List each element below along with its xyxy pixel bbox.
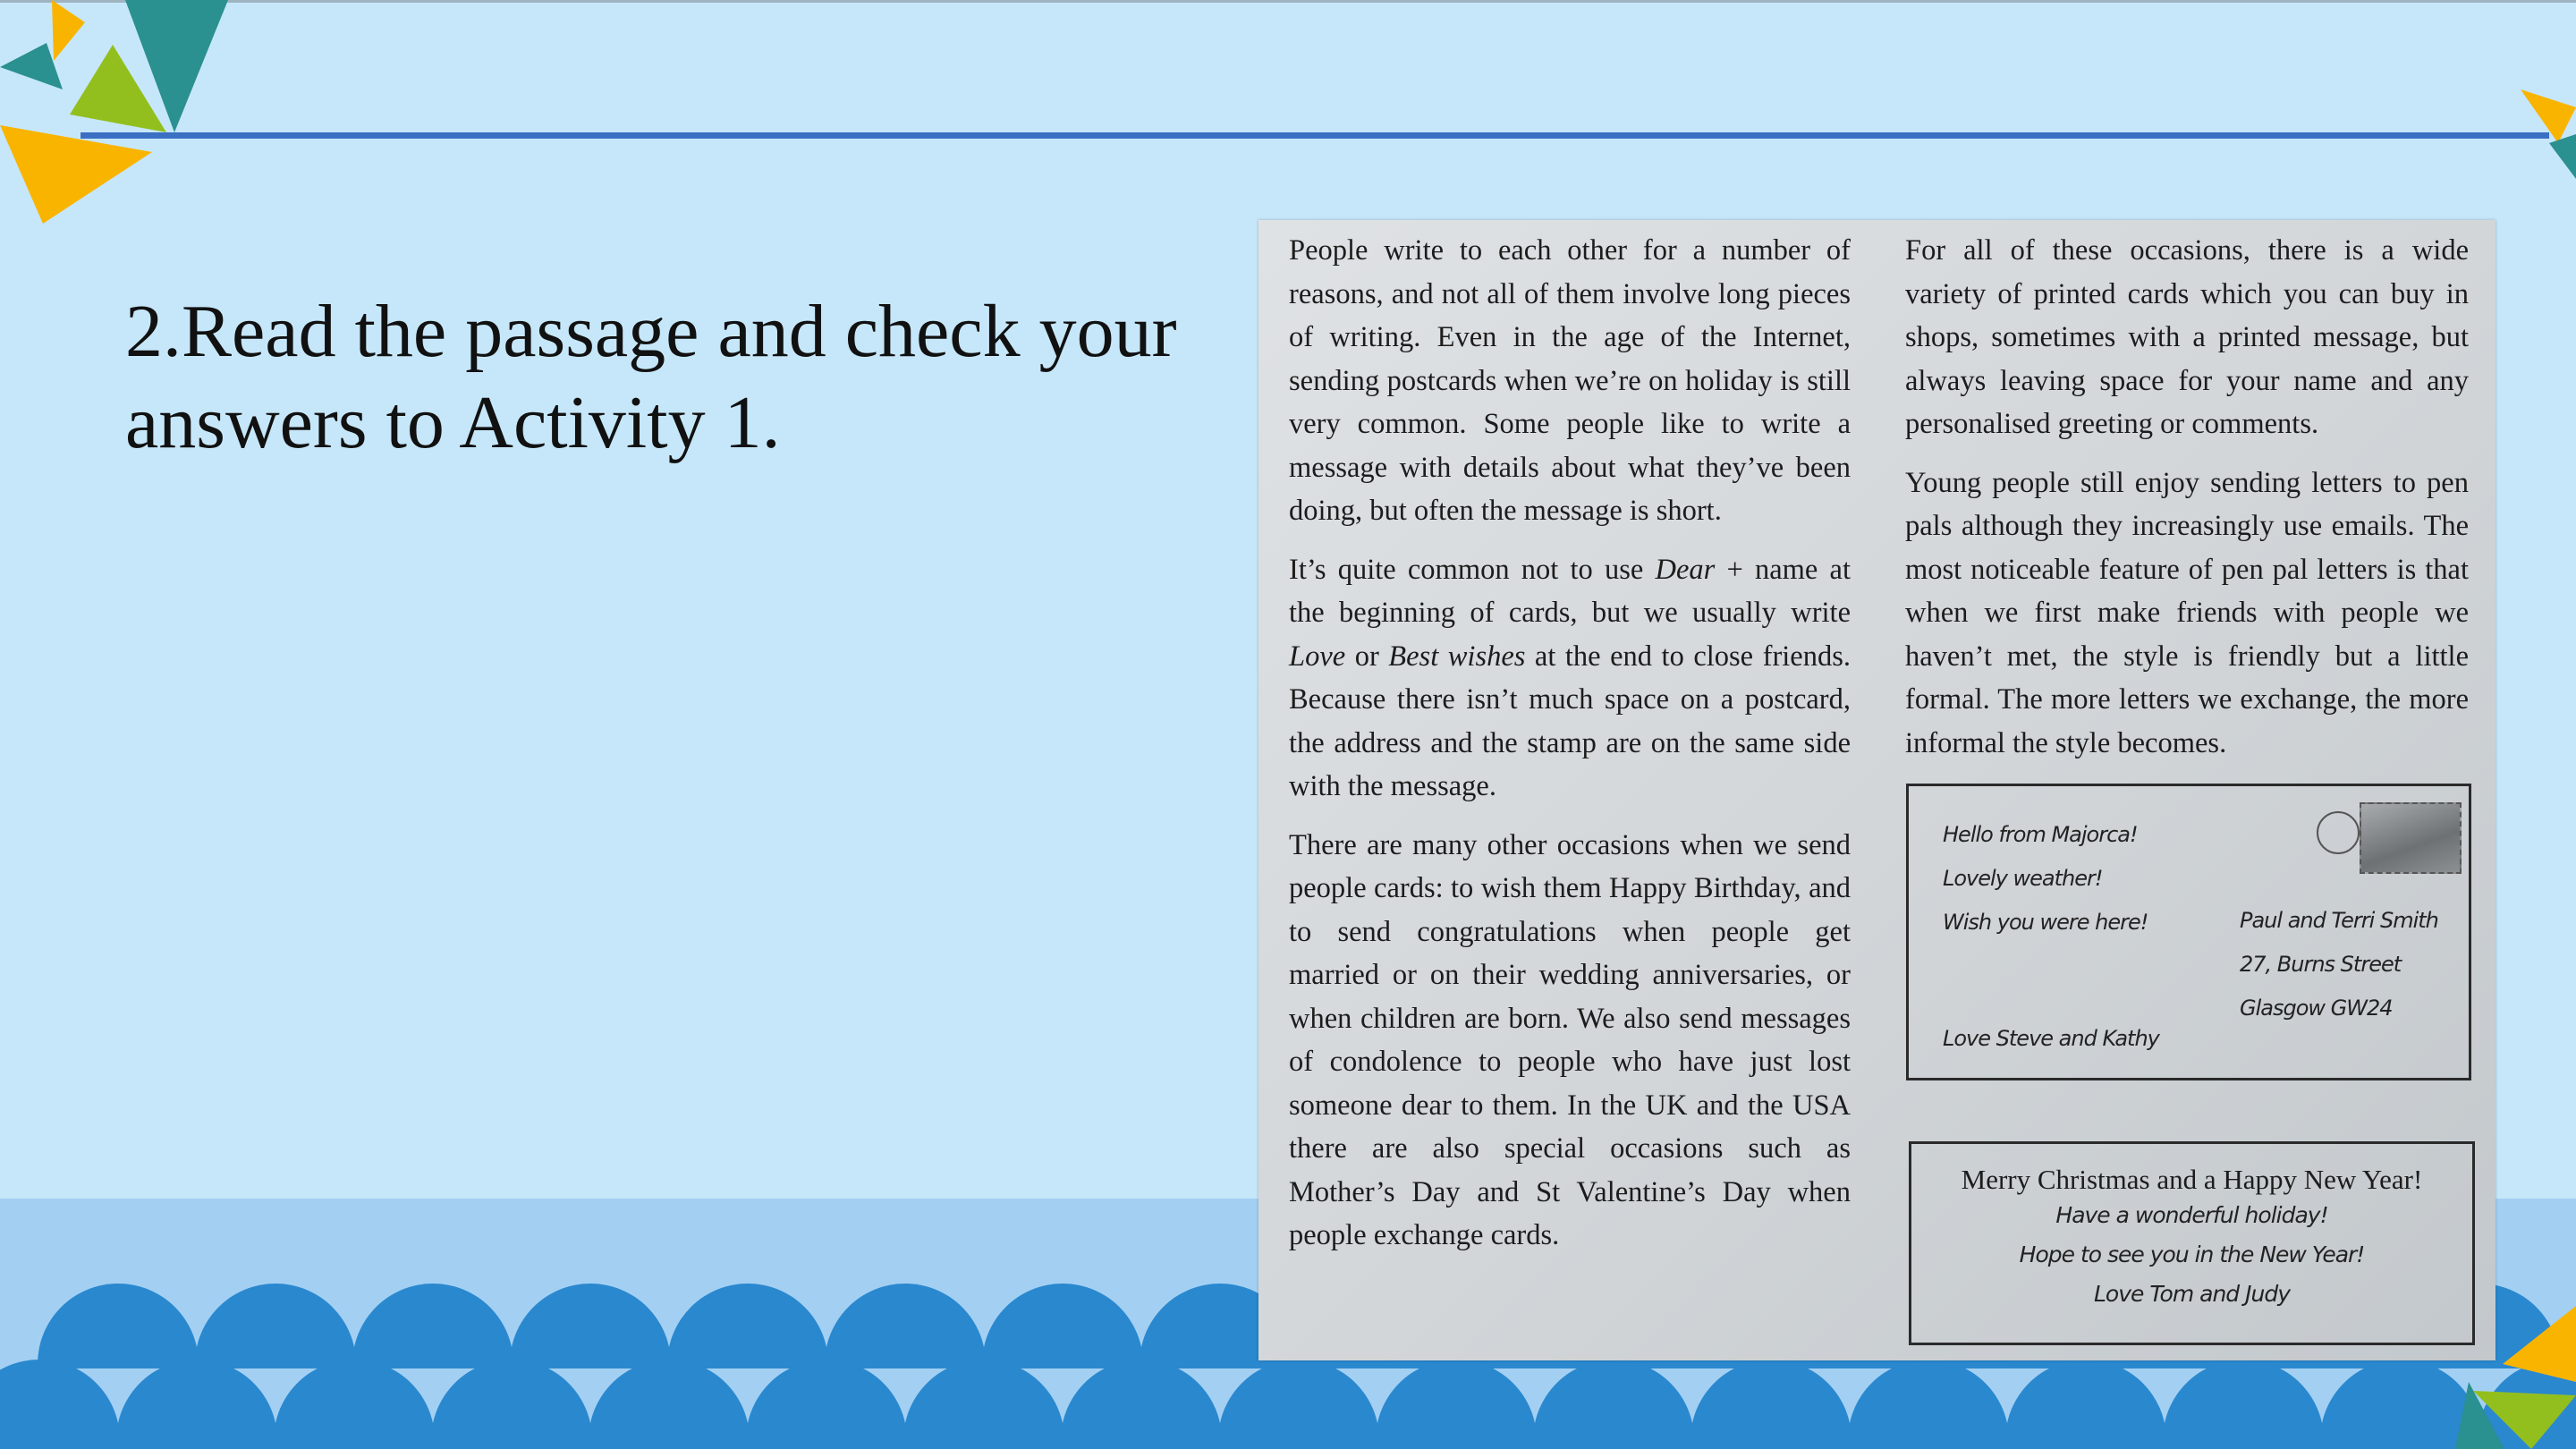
postmark-icon — [2317, 811, 2360, 854]
postcard-signature: Love Steve and Kathy — [1943, 1026, 2159, 1051]
heading-line-1: 2.Read the passage and check your — [125, 290, 1177, 373]
heading-line-2: answers to Activity 1. — [125, 381, 781, 464]
passage-left-column — [1289, 229, 1851, 1273]
passage-scan — [1258, 220, 2496, 1360]
passage-paragraph: Young people still enjoy sending letters to pen pals although they increasingly use emails. The most noticeable feature of pen pal letters is that when we first make friends with people we haven’t met, the style is friendly but a little formal. The more letters we exchange, the more informal the style becomes. — [1905, 466, 2469, 759]
passage-paragraph: There are many other occasions when we send people cards: to wish them Happy Birthday, and to send congratulations when people get married or on their wedding anniversaries, or when children are born. We also send messages of condolence to people who have just lost someone dear to them. In the UK and the USA there are also special occasions such as Mother’s Day and St Valentine’s Day when people exchange cards. — [1289, 828, 1851, 1251]
slide-top-edge — [0, 0, 2576, 3]
passage-paragraph: People write to each other for a number of reasons, and not all of them involve long pieces of writing. Even in the age of the Internet, sending postcards when we’re on holiday is still very common. Some people like to write a message with details about what they’ve been doing, but often the message is short. — [1289, 234, 1851, 527]
postcard-address: Paul and Terri Smith 27, Burns Street Glasgow GW24 — [2240, 908, 2438, 1021]
christmas-card-line: Love Tom and Judy — [2094, 1281, 2290, 1307]
corner-triangles-top-left — [0, 0, 268, 233]
slide-heading — [125, 286, 1234, 469]
passage-paragraph: For all of these occasions, there is a wide variety of printed cards which you can buy in shops, sometimes with a printed message, but always leaving space for your name and any personalised greeting or comments. — [1905, 234, 2469, 440]
postcard-sample — [1906, 784, 2471, 1080]
stamp-icon — [2360, 802, 2462, 874]
header-divider — [80, 132, 2549, 139]
christmas-card-greeting: Merry Christmas and a Happy New Year! — [1961, 1164, 2423, 1195]
corner-triangles-top-right — [0, 0, 2576, 197]
christmas-card-line: Have a wonderful holiday! — [2055, 1202, 2328, 1228]
passage-right-column — [1905, 229, 2469, 780]
postcard-message: Hello from Majorca! Lovely weather! Wish you were here! — [1943, 822, 2148, 935]
passage-paragraph: It’s quite common not to use Dear + name at the beginning of cards, but we usually write Love or Best wishes at the end to close friends. Because there isn’t much space on a postcard, the address and the stamp are on the same side with the message. — [1289, 553, 1851, 802]
christmas-card-line: Hope to see you in the New Year! — [2019, 1241, 2365, 1267]
christmas-card-sample — [1909, 1141, 2475, 1345]
